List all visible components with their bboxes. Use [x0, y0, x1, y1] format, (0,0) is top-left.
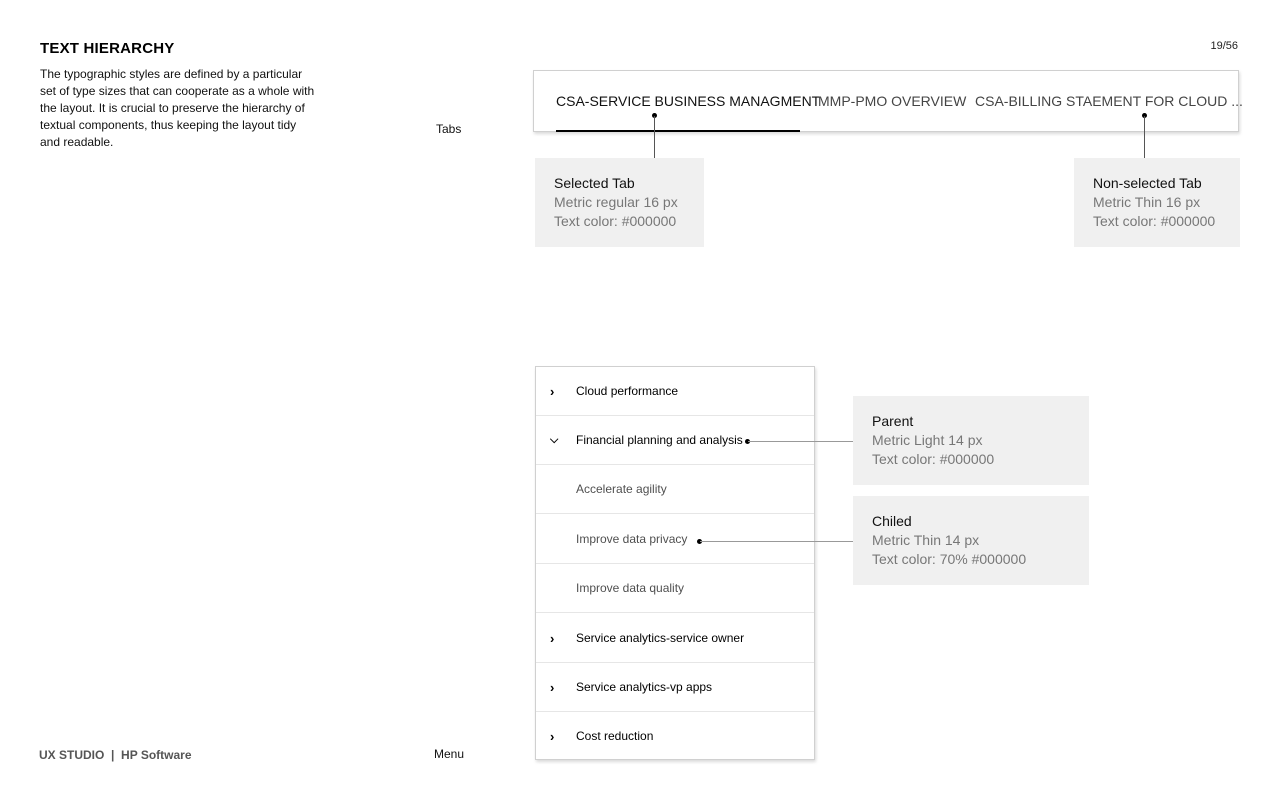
tab-csa-service-business[interactable]: CSA-SERVICE BUSINESS MANAGMENT	[556, 93, 821, 109]
callout-color: Text color: 70% #000000	[872, 551, 1027, 567]
menu-item-label: Improve data quality	[576, 581, 685, 595]
menu-item-service-analytics-vp[interactable]	[536, 663, 814, 712]
tabs-section-label: Tabs	[436, 122, 462, 136]
menu-subitem-improve-data-quality[interactable]	[536, 564, 814, 613]
page-title: TEXT HIERARCHY	[40, 40, 175, 57]
page-description: The typographic styles are defined by a particular set of type sizes that can cooperate as a whole with the layout. It is crucial to preserve the hierarchy of textual components, thus keeping the layout tidy and readable.	[40, 67, 315, 149]
callout-title: Parent	[872, 413, 914, 429]
callout-font: Metric regular 16 px	[554, 194, 678, 210]
menu-item-label: Cost reduction	[576, 729, 654, 743]
callout-color: Text color: #000000	[554, 213, 677, 229]
menu-subitem-improve-data-privacy[interactable]	[536, 515, 814, 564]
callout-color: Text color: #000000	[1093, 213, 1216, 229]
menu-item-service-analytics-owner[interactable]	[536, 614, 814, 663]
child-callout	[853, 496, 1089, 585]
menu-item-label: Accelerate agility	[576, 482, 667, 496]
chevron-right-icon: ›	[550, 384, 555, 399]
selected-tab-callout	[535, 158, 704, 247]
connector-line	[700, 541, 858, 542]
footer-brand: UX STUDIO | HP Software	[39, 748, 192, 762]
page-number: 19/56	[1210, 40, 1238, 52]
connector-line	[748, 441, 858, 442]
menu-subitem-accelerate-agility[interactable]	[536, 465, 814, 514]
menu-item-cloud-performance[interactable]	[536, 367, 814, 416]
tab-bar	[533, 70, 1243, 132]
chevron-right-icon: ›	[550, 729, 555, 744]
callout-title: Chiled	[872, 513, 912, 529]
callout-font: Metric Thin 14 px	[872, 532, 980, 548]
menu-item-label: Service analytics-vp apps	[576, 680, 713, 694]
menu-item-label: Financial planning and analysis	[576, 433, 743, 447]
tab-mmp-pmo-overview[interactable]: MMP-PMO OVERVIEW	[818, 93, 967, 109]
chevron-right-icon: ›	[550, 680, 555, 695]
accordion-menu	[535, 366, 815, 760]
callout-font: Metric Thin 16 px	[1093, 194, 1201, 210]
parent-callout	[853, 396, 1089, 485]
menu-item-label: Service analytics-service owner	[576, 631, 745, 645]
chevron-right-icon: ›	[550, 631, 555, 646]
menu-section-label: Menu	[434, 747, 465, 761]
chevron-down-icon: ⌵	[550, 434, 559, 446]
callout-color: Text color: #000000	[872, 451, 995, 467]
menu-item-label: Cloud performance	[576, 384, 679, 398]
menu-item-cost-reduction[interactable]	[536, 712, 814, 761]
callout-font: Metric Light 14 px	[872, 432, 983, 448]
callout-title: Selected Tab	[554, 175, 635, 191]
selected-tab-indicator	[556, 130, 800, 132]
nonselected-tab-callout	[1074, 158, 1240, 247]
tab-csa-billing-statement[interactable]: CSA-BILLING STAEMENT FOR CLOUD ...	[975, 93, 1243, 109]
menu-item-label: Improve data privacy	[576, 532, 688, 546]
callout-title: Non-selected Tab	[1093, 175, 1202, 191]
